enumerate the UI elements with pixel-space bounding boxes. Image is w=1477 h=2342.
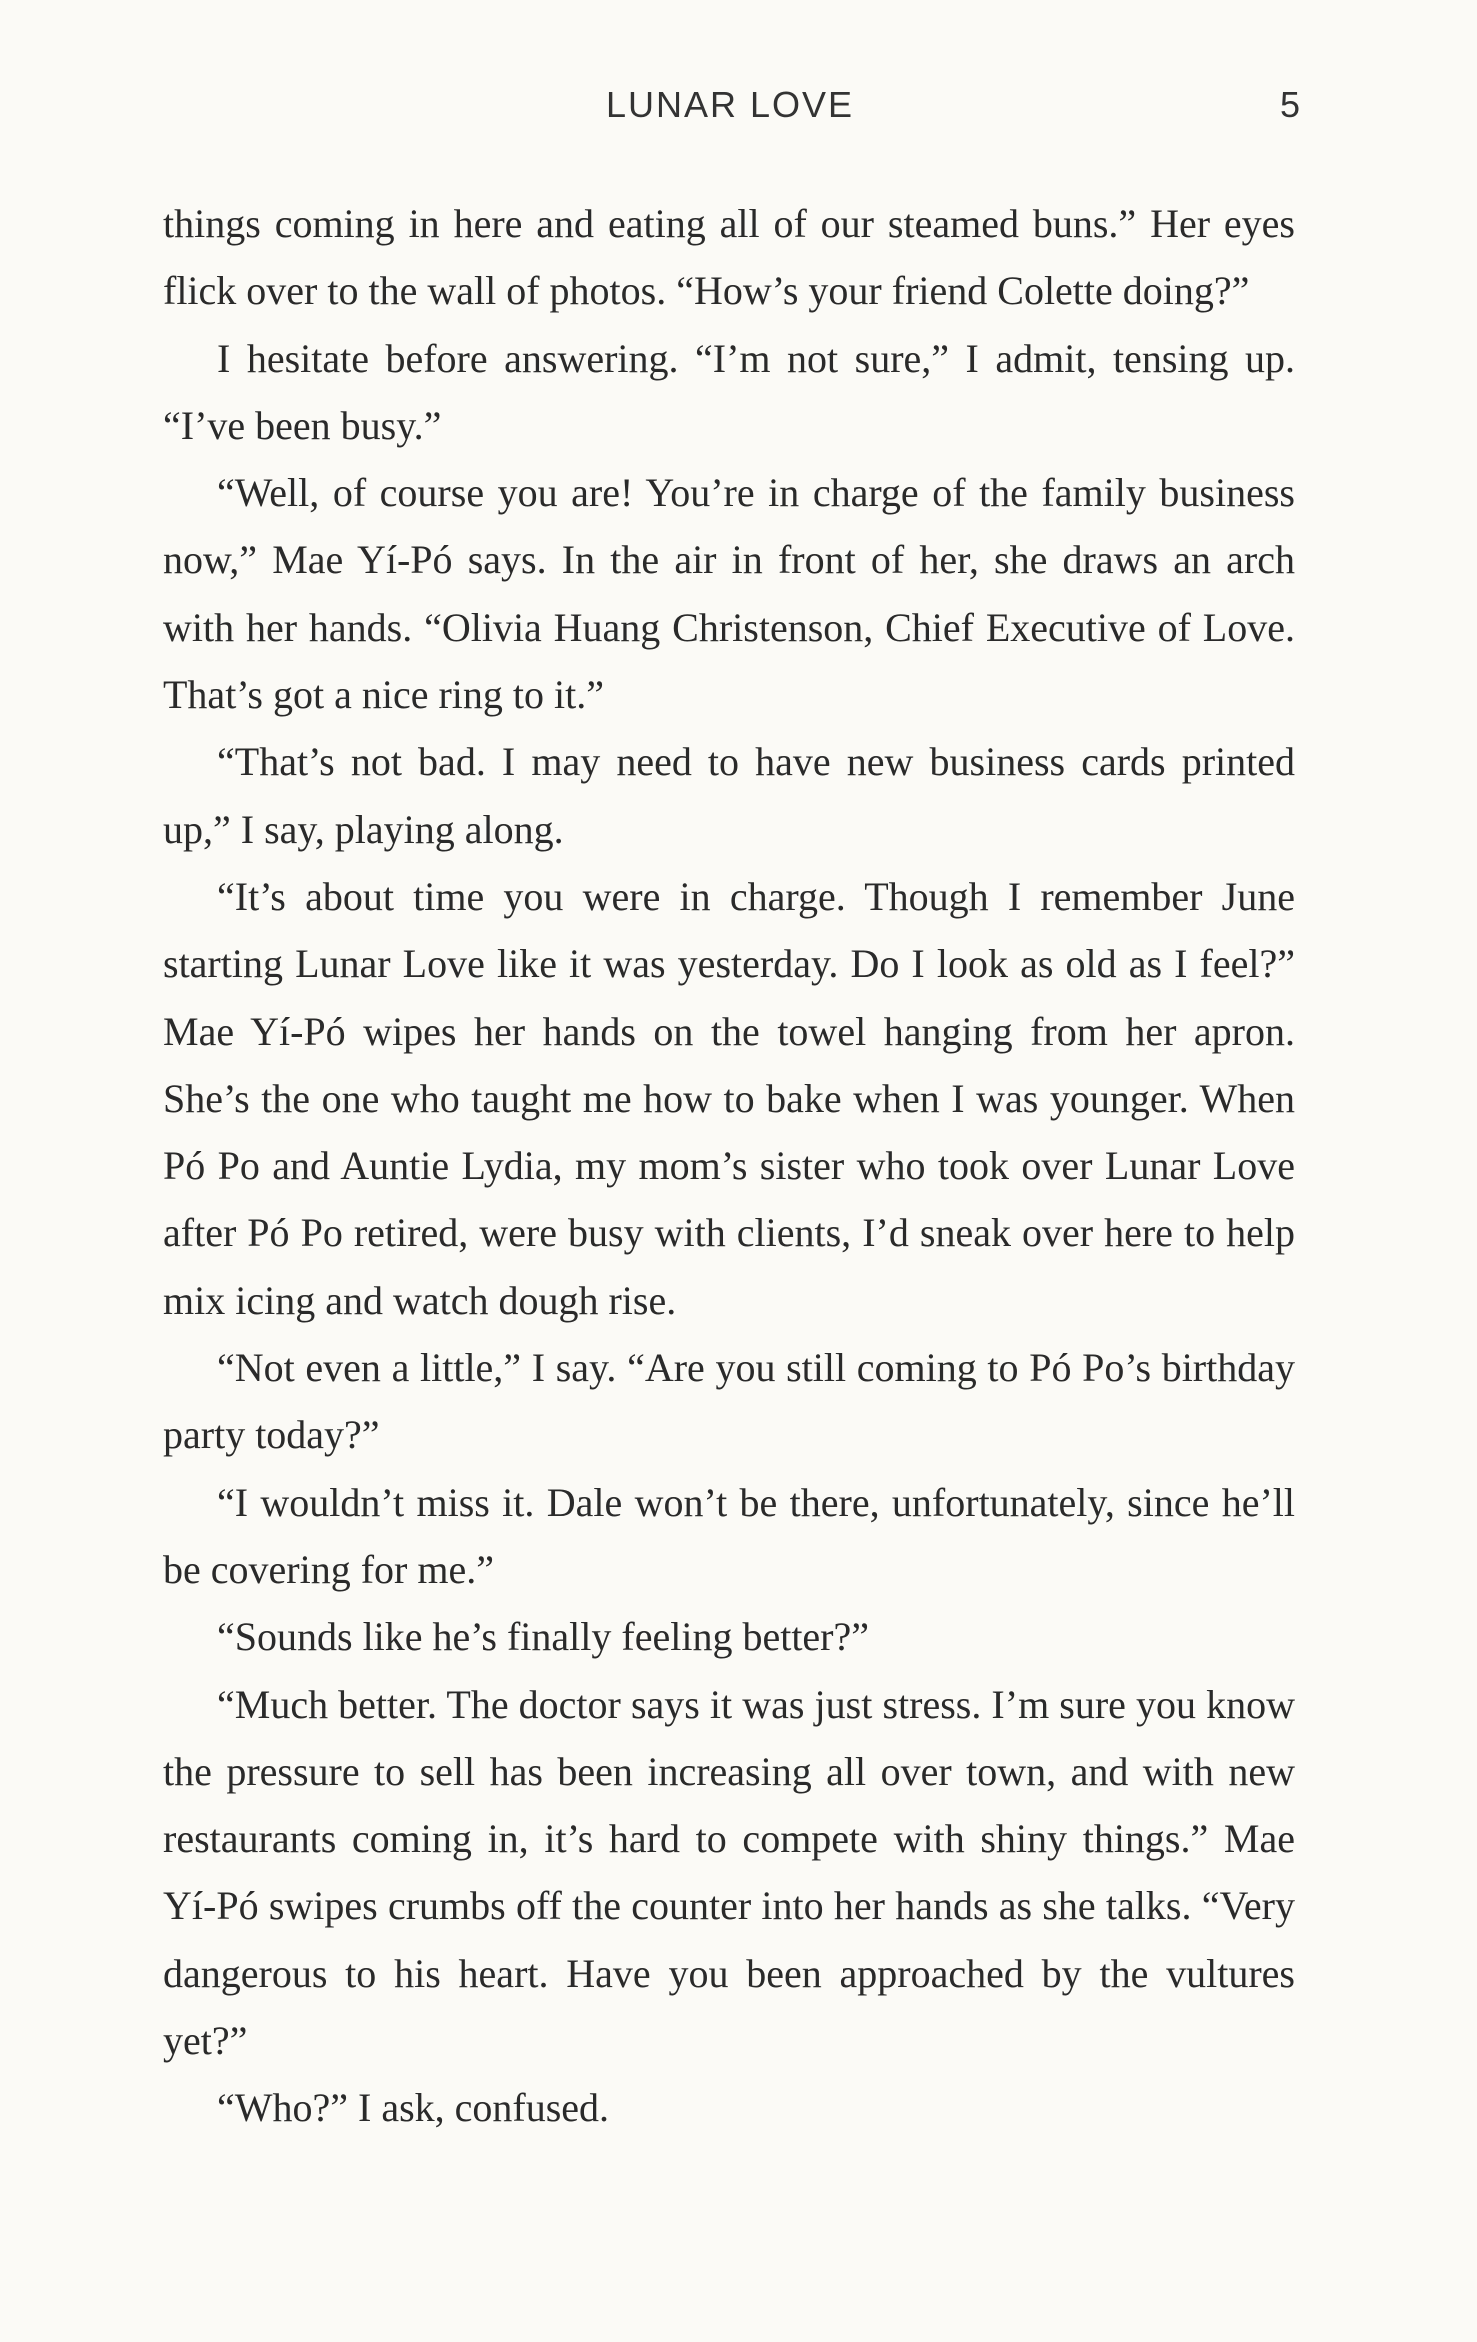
- book-title: LUNAR LOVE: [605, 84, 855, 125]
- paragraph: “Much better. The doctor says it was just stress. I’m sure you know the pressure to sell has been increasing all over town, and with new restaurants coming in, it’s hard to compete with shiny things.” Mae Yí-Pó swipes crumbs off the counter into her hands as she talks. “Very dangerous to his heart. Have you been approached by the vultures yet?”: [163, 1681, 1295, 2064]
- paragraph: “Not even a little,” I say. “Are you still coming to Pó Po’s birthday party today?”: [163, 1345, 1295, 1458]
- body-text: [163, 190, 1295, 2142]
- paragraph: “Well, of course you are! You’re in charge of the family business now,” Mae Yí-Pó says. In the air in front of her, she draws an arch with her hands. “Olivia Huang Christenson, Chief Executive of Love. That’s got a nice ring to it.”: [163, 470, 1295, 718]
- paragraph: “Sounds like he’s finally feeling better?”: [217, 1614, 870, 1660]
- paragraph: I hesitate before answering. “I’m not sure,” I admit, tensing up. “I’ve been busy.”: [163, 335, 1295, 448]
- paragraph: “Who?” I ask, confused.: [217, 2085, 610, 2131]
- page-number: 5: [1279, 84, 1300, 125]
- paragraph: “I wouldn’t miss it. Dale won’t be there, unfortunately, since he’ll be covering for me.”: [163, 1479, 1295, 1592]
- paragraph: “It’s about time you were in charge. Though I remember June starting Lunar Love like it was yesterday. Do I look as old as I feel?” Mae Yí-Pó wipes her hands on the towel hanging from her apron. She’s the one who taught me how to bake when I was younger. When Pó Po and Auntie Lydia, my mom’s sister who took over Lunar Love after Pó Po retired, were busy with clients, I’d sneak over here to help mix icing and watch dough rise.: [163, 873, 1295, 1323]
- running-head: [160, 84, 1300, 144]
- paragraph: things coming in here and eating all of our steamed buns.” Her eyes flick over to the wall of photos. “How’s your friend Colette doing?”: [163, 201, 1295, 314]
- paragraph: “That’s not bad. I may need to have new business cards printed up,” I say, playing along.: [163, 739, 1295, 852]
